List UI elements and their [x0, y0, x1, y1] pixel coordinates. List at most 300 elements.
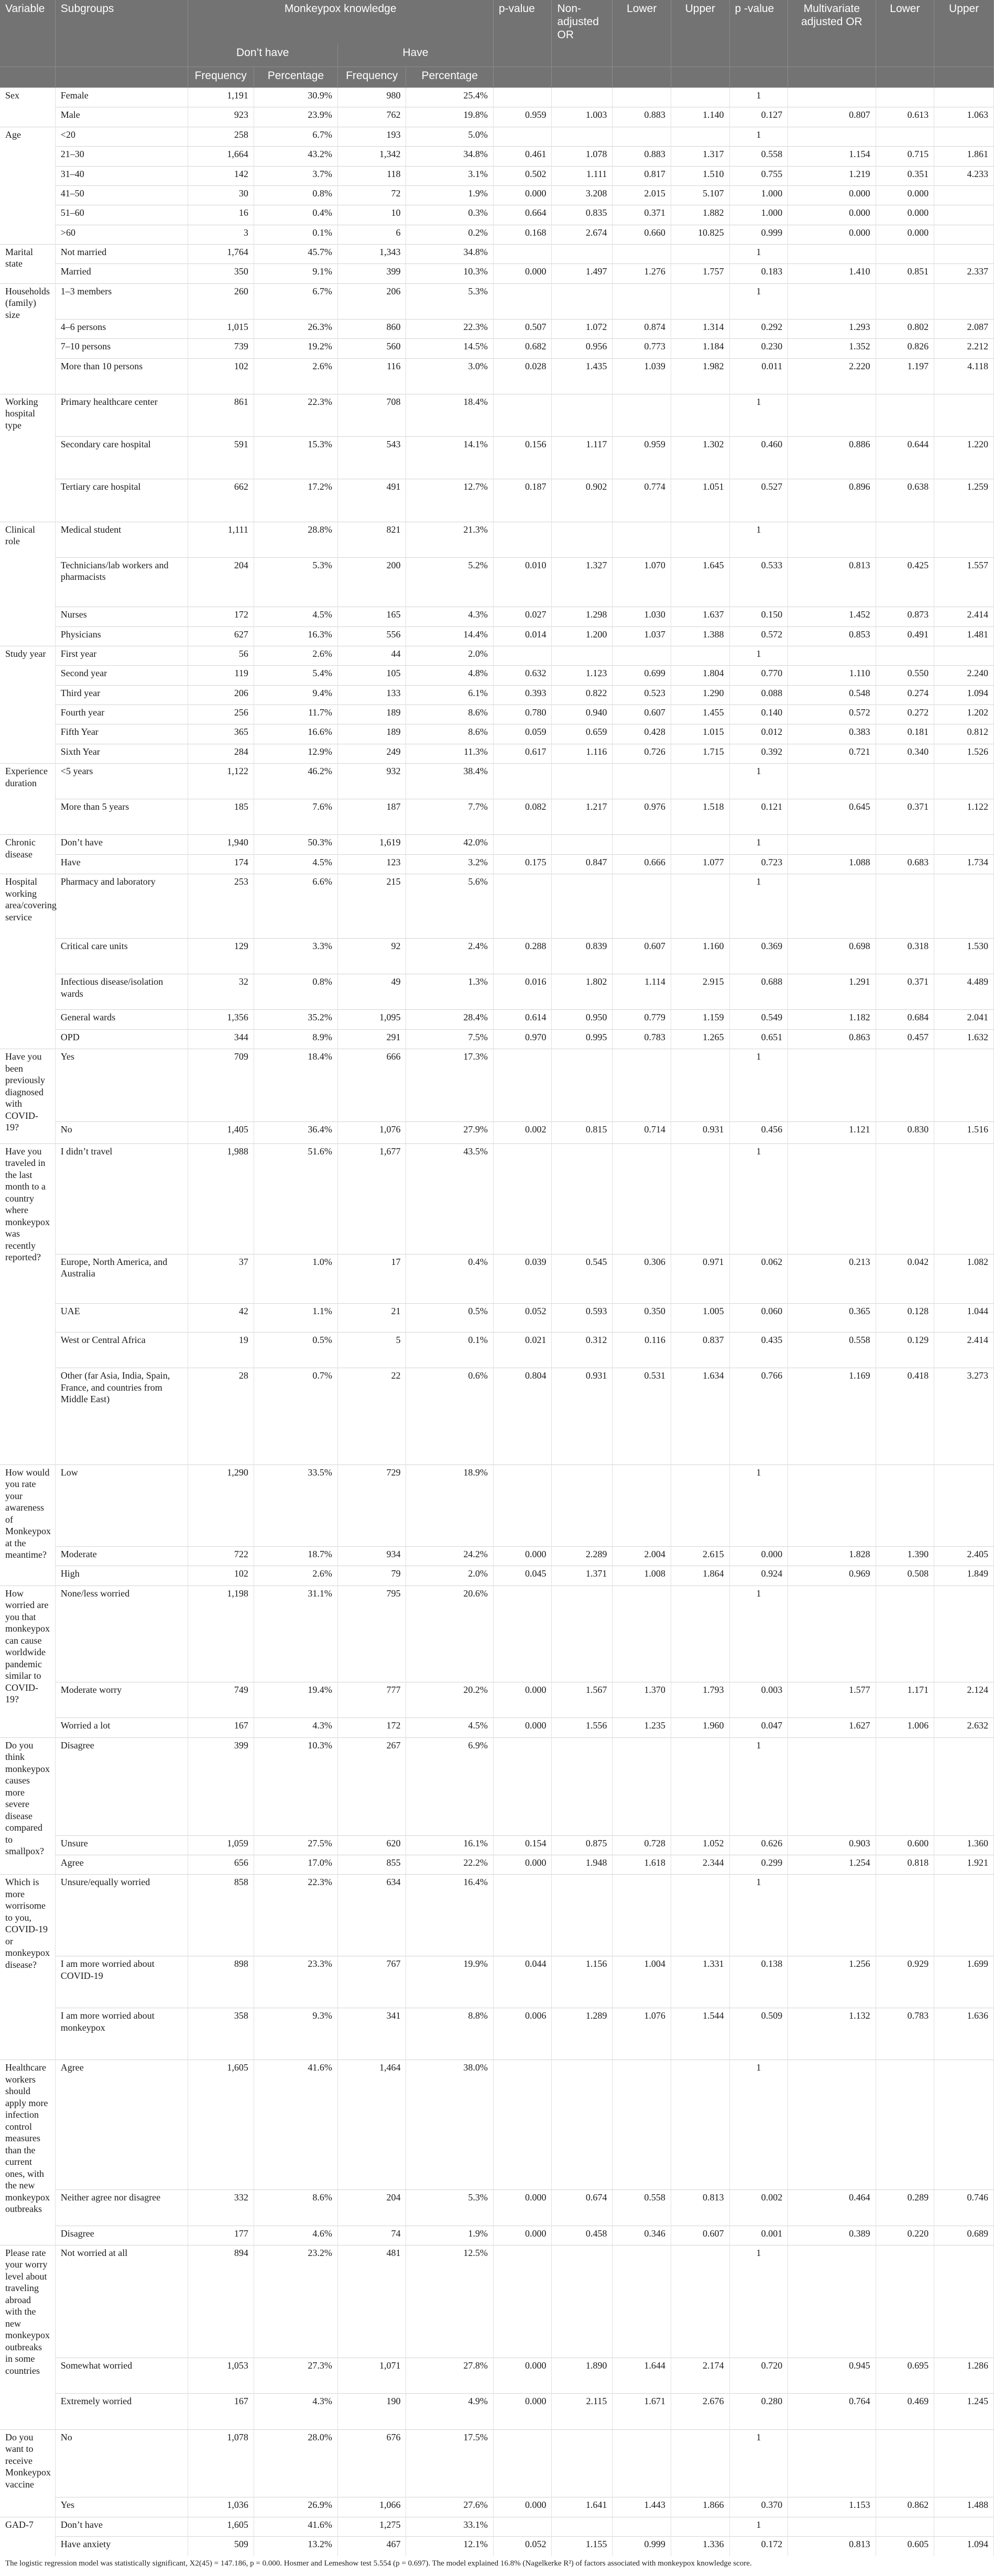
- subgroup-cell: Yes: [55, 2497, 188, 2517]
- value-cell: 858: [188, 1875, 254, 1956]
- value-cell: 0.000: [876, 225, 934, 244]
- value-cell: [934, 1143, 994, 1254]
- value-cell: 1.948: [552, 1855, 613, 1874]
- value-cell: 777: [337, 1682, 406, 1718]
- table-row: [0, 799, 994, 835]
- header-p-value: p-value: [493, 0, 552, 44]
- value-cell: 12.9%: [254, 744, 337, 763]
- value-cell: 0.720: [729, 2358, 788, 2394]
- value-cell: [671, 2429, 729, 2497]
- value-cell: 2.615: [671, 1546, 729, 1566]
- value-cell: 0.006: [493, 2008, 552, 2060]
- value-cell: 1.114: [613, 974, 671, 1010]
- value-cell: 0.626: [729, 1835, 788, 1855]
- value-cell: [934, 1875, 994, 1956]
- value-cell: 1.182: [788, 1010, 876, 1029]
- value-cell: 1.000: [729, 185, 788, 205]
- value-cell: 0.001: [729, 2226, 788, 2245]
- subgroup-cell: 41–50: [55, 185, 188, 205]
- value-cell: [788, 1737, 876, 1835]
- value-cell: 0.558: [729, 147, 788, 166]
- value-cell: 1: [729, 244, 788, 263]
- header-upper-2: Upper: [934, 0, 994, 44]
- variable-cell: Have you been previously diagnosed with COVID-19?: [0, 1049, 55, 1144]
- value-cell: 1.370: [613, 1682, 671, 1718]
- value-cell: 119: [188, 666, 254, 685]
- value-cell: 0.903: [788, 1835, 876, 1855]
- value-cell: 0.807: [788, 107, 876, 127]
- value-cell: 1.890: [552, 2358, 613, 2394]
- value-cell: 0.715: [876, 147, 934, 166]
- value-cell: 0.822: [552, 685, 613, 704]
- subgroup-cell: 51–60: [55, 205, 188, 225]
- value-cell: 1.699: [934, 1956, 994, 2008]
- value-cell: 0.813: [788, 557, 876, 607]
- value-cell: 1.039: [613, 358, 671, 394]
- value-cell: [876, 88, 934, 107]
- value-cell: 33.1%: [406, 2517, 493, 2536]
- header-frequency: Frequency: [188, 67, 254, 88]
- value-cell: [876, 2517, 934, 2536]
- table-row: [0, 1010, 994, 1029]
- value-cell: 19: [188, 1333, 254, 1368]
- value-cell: 0.726: [613, 744, 671, 763]
- header-upper: Upper: [671, 0, 729, 44]
- value-cell: 0.044: [493, 1956, 552, 2008]
- value-cell: [552, 127, 613, 146]
- value-cell: [613, 874, 671, 939]
- value-cell: 2.414: [934, 607, 994, 626]
- value-cell: 2.915: [671, 974, 729, 1010]
- value-cell: 1.110: [788, 666, 876, 685]
- value-cell: 0.000: [729, 1546, 788, 1566]
- table-row: [0, 358, 994, 394]
- value-cell: 1.557: [934, 557, 994, 607]
- value-cell: 0.802: [876, 319, 934, 338]
- value-cell: 28.8%: [254, 522, 337, 557]
- value-cell: 0.527: [729, 479, 788, 522]
- value-cell: 0.392: [729, 744, 788, 763]
- value-cell: 4.5%: [254, 607, 337, 626]
- value-cell: 1.289: [552, 2008, 613, 2060]
- value-cell: 165: [337, 607, 406, 626]
- value-cell: 894: [188, 2245, 254, 2358]
- table-row: [0, 1304, 994, 1333]
- value-cell: 2.115: [552, 2394, 613, 2429]
- value-cell: 1,059: [188, 1835, 254, 1855]
- value-cell: 467: [337, 2536, 406, 2556]
- value-cell: 1.371: [552, 1566, 613, 1586]
- value-cell: [671, 522, 729, 557]
- value-cell: [934, 835, 994, 854]
- value-cell: 3: [188, 225, 254, 244]
- value-cell: [788, 1586, 876, 1682]
- variable-cell: Working hospital type: [0, 394, 55, 522]
- value-cell: 0.780: [493, 704, 552, 724]
- value-cell: 1,290: [188, 1465, 254, 1546]
- value-cell: 5: [337, 1333, 406, 1368]
- value-cell: [493, 2060, 552, 2190]
- value-cell: 0.533: [729, 557, 788, 607]
- value-cell: [934, 283, 994, 319]
- value-cell: 2.0%: [406, 1566, 493, 1586]
- value-cell: 1.634: [671, 1368, 729, 1465]
- value-cell: 1.254: [788, 1855, 876, 1874]
- value-cell: [788, 2517, 876, 2536]
- value-cell: 0.464: [788, 2190, 876, 2226]
- value-cell: [788, 244, 876, 263]
- value-cell: 1,764: [188, 244, 254, 263]
- value-cell: 656: [188, 1855, 254, 1874]
- value-cell: 3.208: [552, 185, 613, 205]
- value-cell: 189: [337, 704, 406, 724]
- value-cell: 0.830: [876, 1122, 934, 1144]
- value-cell: 0.371: [876, 974, 934, 1010]
- value-cell: 0.502: [493, 166, 552, 185]
- value-cell: 1,342: [337, 147, 406, 166]
- value-cell: 1.111: [552, 166, 613, 185]
- value-cell: [493, 1143, 552, 1254]
- value-cell: 1,095: [337, 1010, 406, 1029]
- value-cell: 4.3%: [406, 607, 493, 626]
- value-cell: [934, 2429, 994, 2497]
- value-cell: 1.443: [613, 2497, 671, 2517]
- value-cell: 1.510: [671, 166, 729, 185]
- value-cell: 2.240: [934, 666, 994, 685]
- value-cell: 1.641: [552, 2497, 613, 2517]
- table-row: [0, 704, 994, 724]
- value-cell: 43.2%: [254, 147, 337, 166]
- variable-cell: Have you traveled in the last month to a country where monkeypox was recently reported?: [0, 1143, 55, 1465]
- value-cell: 0.060: [729, 1304, 788, 1333]
- value-cell: 0.002: [493, 1122, 552, 1144]
- value-cell: 16.3%: [254, 626, 337, 646]
- value-cell: 10: [337, 205, 406, 225]
- value-cell: 0.000: [493, 264, 552, 283]
- value-cell: 2.6%: [254, 646, 337, 665]
- subgroup-cell: I didn’t travel: [55, 1143, 188, 1254]
- value-cell: 0.558: [788, 1333, 876, 1368]
- value-cell: [493, 835, 552, 854]
- value-cell: 3.0%: [406, 358, 493, 394]
- value-cell: [552, 1586, 613, 1682]
- value-cell: 0.346: [613, 2226, 671, 2245]
- value-cell: [493, 1465, 552, 1546]
- value-cell: 0.469: [876, 2394, 934, 2429]
- value-cell: 1.645: [671, 557, 729, 607]
- value-cell: [876, 127, 934, 146]
- subgroup-cell: 1–3 members: [55, 283, 188, 319]
- table-row: [0, 2497, 994, 2517]
- value-cell: 0.299: [729, 1855, 788, 1874]
- value-cell: 0.976: [613, 799, 671, 835]
- subgroup-cell: Second year: [55, 666, 188, 685]
- value-cell: 0.773: [613, 339, 671, 358]
- value-cell: 0.127: [729, 107, 788, 127]
- value-cell: 1,071: [337, 2358, 406, 2394]
- value-cell: 0.4%: [406, 1254, 493, 1304]
- value-cell: 6.7%: [254, 283, 337, 319]
- value-cell: 200: [337, 557, 406, 607]
- value-cell: [552, 244, 613, 263]
- table-row: [0, 1546, 994, 1566]
- value-cell: 0.638: [876, 479, 934, 522]
- value-cell: [934, 874, 994, 939]
- value-cell: [934, 394, 994, 436]
- value-cell: 45.7%: [254, 244, 337, 263]
- value-cell: 1.757: [671, 264, 729, 283]
- value-cell: 1.671: [613, 2394, 671, 2429]
- value-cell: 0.607: [613, 704, 671, 724]
- value-cell: 0.150: [729, 607, 788, 626]
- variable-cell: How would you rate your awareness of Monkeypox at the meantime?: [0, 1465, 55, 1586]
- value-cell: 284: [188, 744, 254, 763]
- value-cell: [788, 1875, 876, 1956]
- value-cell: 399: [337, 264, 406, 283]
- value-cell: 2.041: [934, 1010, 994, 1029]
- value-cell: 1.793: [671, 1682, 729, 1718]
- value-cell: [613, 2429, 671, 2497]
- subgroup-cell: Disagree: [55, 1737, 188, 1835]
- value-cell: 1: [729, 764, 788, 799]
- table-row: [0, 835, 994, 854]
- value-cell: 1.866: [671, 2497, 729, 2517]
- value-cell: 0.886: [788, 436, 876, 479]
- value-cell: 260: [188, 283, 254, 319]
- value-cell: 23.2%: [254, 2245, 337, 2358]
- value-cell: 1: [729, 874, 788, 939]
- value-cell: 0.817: [613, 166, 671, 185]
- value-cell: [613, 1049, 671, 1122]
- subgroup-cell: Disagree: [55, 2226, 188, 2245]
- value-cell: 0.813: [788, 2536, 876, 2556]
- value-cell: 0.929: [876, 1956, 934, 2008]
- value-cell: 1.171: [876, 1682, 934, 1718]
- value-cell: 26.3%: [254, 319, 337, 338]
- header-subgroups: Subgroups: [55, 0, 188, 44]
- value-cell: 10.3%: [406, 264, 493, 283]
- value-cell: 44: [337, 646, 406, 665]
- value-cell: 0.688: [729, 974, 788, 1010]
- value-cell: 662: [188, 479, 254, 522]
- value-cell: 1.094: [934, 2536, 994, 2556]
- value-cell: 0.000: [788, 205, 876, 225]
- value-cell: 2.414: [934, 1333, 994, 1368]
- value-cell: 0.435: [729, 1333, 788, 1368]
- variable-cell: Hospital working area/covering service: [0, 874, 55, 1049]
- value-cell: 676: [337, 2429, 406, 2497]
- table-row: [0, 2008, 994, 2060]
- value-cell: 0.370: [729, 2497, 788, 2517]
- value-cell: 0.959: [493, 107, 552, 127]
- value-cell: [552, 1465, 613, 1546]
- value-cell: 1.116: [552, 744, 613, 763]
- value-cell: [493, 283, 552, 319]
- value-cell: [552, 1049, 613, 1122]
- value-cell: 0.545: [552, 1254, 613, 1304]
- value-cell: [493, 874, 552, 939]
- value-cell: [552, 646, 613, 665]
- value-cell: 27.5%: [254, 1835, 337, 1855]
- value-cell: 4.3%: [254, 1718, 337, 1737]
- value-cell: 27.9%: [406, 1122, 493, 1144]
- value-cell: 1,275: [337, 2517, 406, 2536]
- value-cell: 1.155: [552, 2536, 613, 2556]
- value-cell: 0.950: [552, 1010, 613, 1029]
- value-cell: [876, 2245, 934, 2358]
- value-cell: 1.544: [671, 2008, 729, 2060]
- value-cell: 0.1%: [254, 225, 337, 244]
- value-cell: 0.931: [552, 1368, 613, 1465]
- value-cell: 1.004: [613, 1956, 671, 2008]
- subgroup-cell: Fourth year: [55, 704, 188, 724]
- table-row: [0, 666, 994, 685]
- value-cell: 1.291: [788, 974, 876, 1010]
- value-cell: 22.3%: [254, 1875, 337, 1956]
- value-cell: [552, 1737, 613, 1835]
- value-cell: 0.8%: [254, 185, 337, 205]
- subgroup-cell: Agree: [55, 1855, 188, 1874]
- value-cell: 666: [337, 1049, 406, 1122]
- value-cell: [876, 1586, 934, 1682]
- value-cell: 0.999: [613, 2536, 671, 2556]
- value-cell: 0.874: [613, 319, 671, 338]
- value-cell: 0.783: [876, 2008, 934, 2060]
- value-cell: [671, 835, 729, 854]
- value-cell: 56: [188, 646, 254, 665]
- value-cell: [493, 244, 552, 263]
- value-cell: 0.000: [788, 185, 876, 205]
- value-cell: [493, 522, 552, 557]
- value-cell: 0.425: [876, 557, 934, 607]
- table-row: [0, 1465, 994, 1546]
- table-row: [0, 1956, 994, 2008]
- subgroup-cell: Yes: [55, 1049, 188, 1122]
- value-cell: 0.000: [493, 2497, 552, 2517]
- value-cell: 1.0%: [254, 1254, 337, 1304]
- value-cell: [552, 2060, 613, 2190]
- value-cell: [934, 2245, 994, 2358]
- value-cell: 50.3%: [254, 835, 337, 854]
- value-cell: 18.4%: [406, 394, 493, 436]
- value-cell: [493, 1737, 552, 1835]
- value-cell: 1.390: [876, 1546, 934, 1566]
- value-cell: 0.507: [493, 319, 552, 338]
- value-cell: 1,464: [337, 2060, 406, 2190]
- value-cell: 22.3%: [406, 319, 493, 338]
- value-cell: 24.2%: [406, 1546, 493, 1566]
- value-cell: 1.235: [613, 1718, 671, 1737]
- value-cell: 4.9%: [406, 2394, 493, 2429]
- value-cell: 0.931: [671, 1122, 729, 1144]
- value-cell: 204: [188, 557, 254, 607]
- value-cell: 509: [188, 2536, 254, 2556]
- value-cell: 350: [188, 264, 254, 283]
- subgroup-cell: None/less worried: [55, 1586, 188, 1682]
- table-row: [0, 166, 994, 185]
- value-cell: [788, 2245, 876, 2358]
- header-knowledge: Monkeypox knowledge: [188, 0, 493, 44]
- value-cell: 0.607: [613, 939, 671, 974]
- value-cell: [671, 764, 729, 799]
- value-cell: [934, 2060, 994, 2190]
- value-cell: 1.849: [934, 1566, 994, 1586]
- value-cell: 0.274: [876, 685, 934, 704]
- value-cell: [493, 88, 552, 107]
- value-cell: 0.999: [729, 225, 788, 244]
- table-footnote: The logistic regression model was statistically significant, X2(45) = 147.186, p = 0.000. Hosmer and Lemeshow test 5.554 (p = 0.697). The model explained 16.8% (Nagelkerke R²) of factors associated with monkeypox knowledge score.: [5, 2559, 752, 2568]
- value-cell: 12.1%: [406, 2536, 493, 2556]
- value-cell: [552, 283, 613, 319]
- value-cell: 0.027: [493, 607, 552, 626]
- value-cell: 174: [188, 854, 254, 874]
- subgroup-cell: Primary healthcare center: [55, 394, 188, 436]
- subgroup-cell: More than 10 persons: [55, 358, 188, 394]
- subgroup-cell: >60: [55, 225, 188, 244]
- value-cell: 1.734: [934, 854, 994, 874]
- value-cell: 3.1%: [406, 166, 493, 185]
- value-cell: 133: [337, 685, 406, 704]
- value-cell: 0.062: [729, 1254, 788, 1304]
- table-row: [0, 724, 994, 744]
- value-cell: 0.168: [493, 225, 552, 244]
- value-cell: 1,605: [188, 2517, 254, 2536]
- value-cell: 0.292: [729, 319, 788, 338]
- value-cell: [934, 646, 994, 665]
- value-cell: 0.873: [876, 607, 934, 626]
- subgroup-cell: Unsure: [55, 1835, 188, 1855]
- value-cell: 5.0%: [406, 127, 493, 146]
- value-cell: [552, 88, 613, 107]
- value-cell: 167: [188, 2394, 254, 2429]
- table-row: [0, 147, 994, 166]
- value-cell: [934, 127, 994, 146]
- table-row: [0, 939, 994, 974]
- value-cell: 1.636: [934, 2008, 994, 2060]
- value-cell: [493, 1586, 552, 1682]
- value-cell: 6.1%: [406, 685, 493, 704]
- value-cell: 177: [188, 2226, 254, 2245]
- value-cell: 358: [188, 2008, 254, 2060]
- subgroup-cell: Other (far Asia, India, Spain, France, and countries from Middle East): [55, 1368, 188, 1465]
- value-cell: 18.9%: [406, 1465, 493, 1546]
- value-cell: 102: [188, 1566, 254, 1586]
- value-cell: 11.7%: [254, 704, 337, 724]
- table-row: [0, 1718, 994, 1737]
- value-cell: 861: [188, 394, 254, 436]
- value-cell: 1: [729, 1465, 788, 1546]
- value-cell: 10.825: [671, 225, 729, 244]
- value-cell: [934, 522, 994, 557]
- value-cell: 0.883: [613, 107, 671, 127]
- value-cell: [934, 88, 994, 107]
- value-cell: 1.864: [671, 1566, 729, 1586]
- subgroup-cell: General wards: [55, 1010, 188, 1029]
- value-cell: 2.124: [934, 1682, 994, 1718]
- value-cell: [493, 2517, 552, 2536]
- value-cell: 1.052: [671, 1835, 729, 1855]
- value-cell: 1.082: [934, 1254, 994, 1304]
- value-cell: 206: [188, 685, 254, 704]
- value-cell: [552, 1143, 613, 1254]
- value-cell: 4.489: [934, 974, 994, 1010]
- value-cell: 18.4%: [254, 1049, 337, 1122]
- value-cell: [671, 2517, 729, 2536]
- value-cell: 0.558: [613, 2190, 671, 2226]
- table-row: [0, 607, 994, 626]
- value-cell: 0.002: [729, 2190, 788, 2226]
- value-cell: 1.435: [552, 358, 613, 394]
